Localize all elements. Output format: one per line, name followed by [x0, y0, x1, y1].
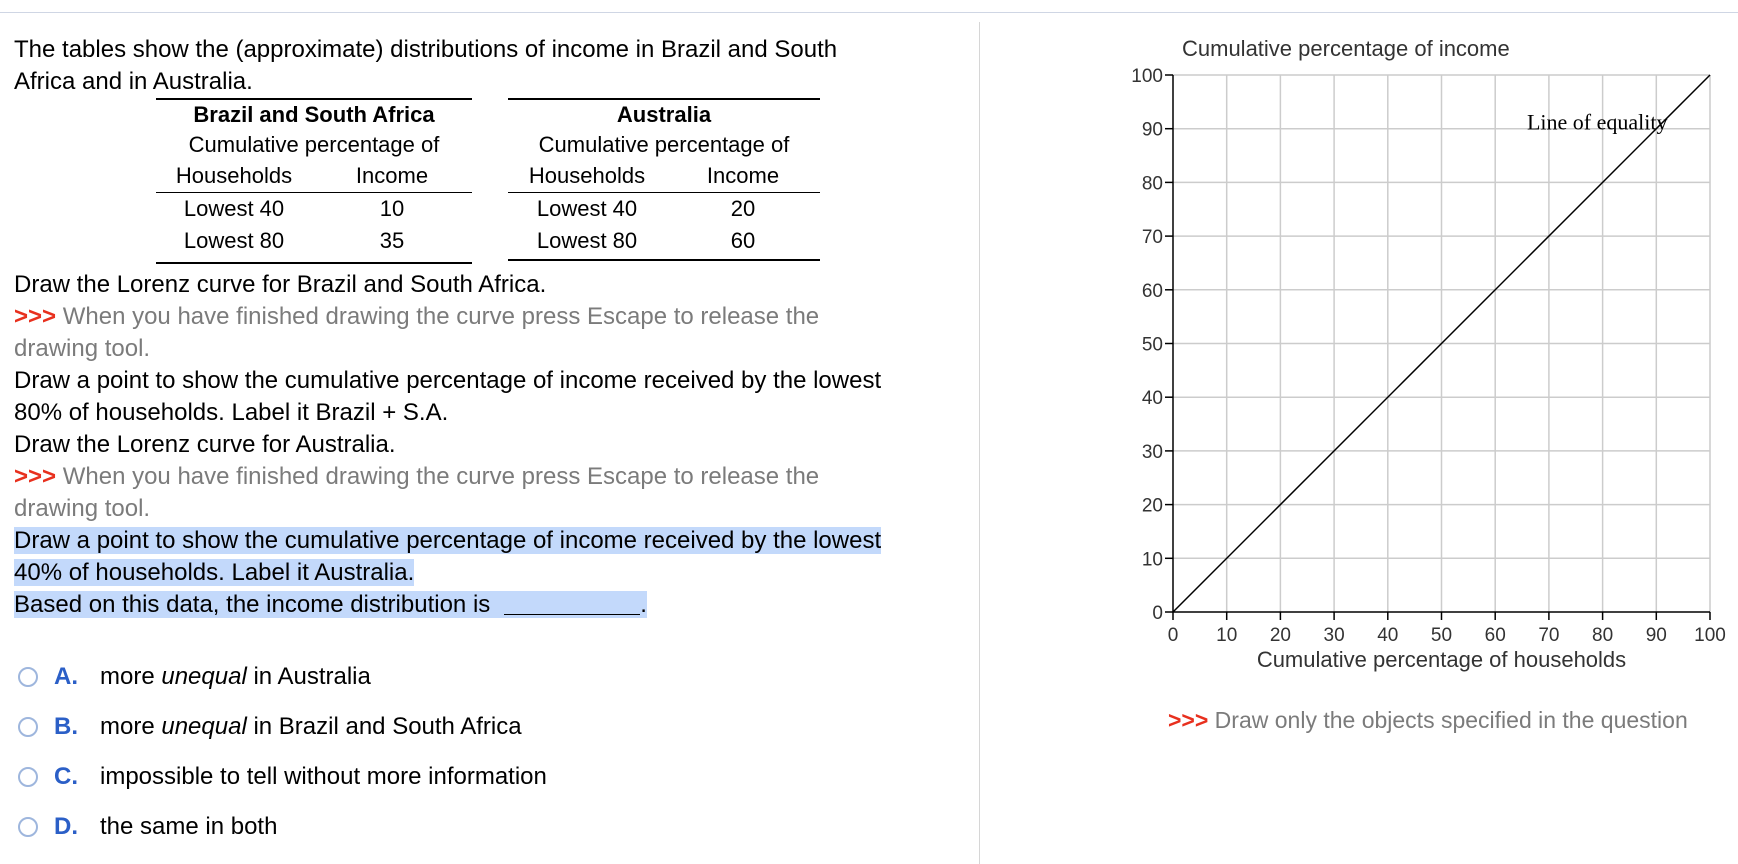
highlighted-text: 40% of households. Label it Australia. [14, 559, 415, 586]
radio-button[interactable] [18, 717, 38, 737]
y-tick-label: 80 [1141, 173, 1163, 195]
y-tick-label: 30 [1141, 441, 1163, 463]
instructions [14, 269, 881, 621]
table-bottom-rule [156, 262, 472, 264]
hint-chevron: >>> [14, 303, 57, 330]
panel-divider [979, 22, 980, 864]
table-header-row [508, 160, 820, 192]
option-text: more unequal in Brazil and South Africa [100, 713, 522, 740]
note-text: Draw only the objects specified in the question [1208, 707, 1688, 733]
option-d[interactable] [18, 802, 547, 852]
hint-2-cont: drawing tool. [14, 495, 151, 522]
x-axis-label: Cumulative percentage of households [1256, 647, 1627, 672]
instruction-step-2a: Draw a point to show the cumulative percentage of income received by the lowest [14, 367, 882, 394]
answer-blank[interactable] [504, 592, 640, 615]
table-row [156, 225, 472, 257]
cell-households: Lowest 40 [183, 196, 285, 221]
option-c[interactable] [18, 752, 547, 802]
option-text: the same in both [100, 813, 278, 840]
option-a[interactable] [18, 652, 547, 702]
note-chevron: >>> [1168, 707, 1209, 733]
instruction-step-3: Draw the Lorenz curve for Australia. [14, 431, 396, 458]
table-row [156, 193, 472, 225]
highlighted-text [14, 591, 647, 618]
x-tick-label: 0 [1167, 625, 1179, 646]
radio-button[interactable] [18, 667, 38, 687]
instruction-step-4a [14, 525, 881, 557]
option-text: more unequal in Australia [100, 663, 371, 690]
y-tick-label: 60 [1141, 280, 1163, 302]
cell-households: Lowest 40 [536, 196, 638, 221]
hint-chevron: >>> [14, 463, 57, 490]
x-tick-label: 40 [1377, 625, 1399, 646]
hint-text: When you have finished drawing the curve press Escape to release the [56, 463, 820, 490]
option-letter: D. [54, 813, 78, 840]
line-of-equality-label: Line of equality [1526, 109, 1668, 135]
hint-2 [14, 461, 881, 493]
table-row [508, 225, 820, 257]
answer-options [18, 652, 547, 852]
y-tick-label: 90 [1141, 119, 1163, 141]
question-panel [14, 34, 964, 98]
option-text: impossible to tell without more information [100, 763, 547, 790]
hint-text: When you have finished drawing the curve press Escape to release the [56, 303, 820, 330]
table-brazil-south-africa [156, 98, 472, 257]
cell-households: Lowest 80 [183, 228, 285, 253]
radio-button[interactable] [18, 817, 38, 837]
x-tick-label: 90 [1645, 625, 1667, 646]
table-header-row [156, 160, 472, 192]
radio-button[interactable] [18, 767, 38, 787]
x-tick-label: 20 [1269, 625, 1291, 646]
instruction-step-4b [14, 557, 881, 589]
table-australia [508, 98, 820, 261]
instruction-step-2b: 80% of households. Label it Brazil + S.A. [14, 399, 449, 426]
x-tick-label: 100 [1694, 625, 1726, 646]
option-letter: A. [54, 663, 78, 690]
lorenz-drawing-canvas[interactable] [1120, 0, 1738, 680]
option-letter: C. [54, 763, 78, 790]
x-tick-label: 80 [1592, 625, 1614, 646]
option-letter: B. [54, 713, 78, 740]
x-tick-label: 50 [1430, 625, 1453, 646]
question-intro-2: Africa and in Australia. [14, 68, 253, 95]
cell-income: 10 [379, 196, 405, 221]
table-title: Brazil and South Africa [193, 101, 435, 127]
table-title: Australia [616, 101, 712, 127]
instruction-step-5 [14, 589, 881, 621]
question-intro-1: The tables show the (approximate) distributions of income in Brazil and South [14, 36, 838, 63]
header-income: Income [355, 162, 429, 188]
cell-households: Lowest 80 [536, 228, 638, 253]
graph-note [1168, 707, 1688, 734]
table-row [508, 193, 820, 225]
instruction-step-1: Draw the Lorenz curve for Brazil and South Africa. [14, 271, 547, 298]
y-tick-label: 50 [1141, 334, 1163, 356]
table-subtitle: Cumulative percentage of [188, 131, 440, 157]
x-tick-label: 70 [1538, 625, 1560, 646]
y-tick-label: 70 [1141, 227, 1163, 249]
cell-income: 60 [730, 228, 756, 253]
y-tick-label: 40 [1141, 388, 1163, 410]
cell-income: 20 [730, 196, 756, 221]
table-bottom-rule [508, 259, 820, 261]
y-tick-label: 0 [1152, 603, 1163, 624]
cell-income: 35 [379, 228, 405, 253]
prompt-period: . [640, 591, 647, 618]
header-households: Households [175, 162, 293, 188]
y-tick-label: 100 [1131, 66, 1163, 87]
table-subtitle: Cumulative percentage of [538, 131, 790, 157]
x-tick-label: 10 [1216, 625, 1238, 646]
y-axis-label: Cumulative percentage of income [1182, 36, 1510, 61]
header-households: Households [528, 162, 646, 188]
option-b[interactable] [18, 702, 547, 752]
header-income: Income [706, 162, 780, 188]
y-tick-label: 20 [1141, 495, 1163, 517]
x-tick-label: 60 [1484, 625, 1506, 646]
y-tick-label: 10 [1141, 549, 1163, 571]
x-tick-label: 30 [1323, 625, 1345, 646]
hint-1-cont: drawing tool. [14, 335, 151, 362]
fill-in-prompt: Based on this data, the income distribution is [14, 591, 491, 618]
highlighted-text: Draw a point to show the cumulative percentage of income received by the lowest [14, 527, 882, 554]
hint-1 [14, 301, 881, 333]
